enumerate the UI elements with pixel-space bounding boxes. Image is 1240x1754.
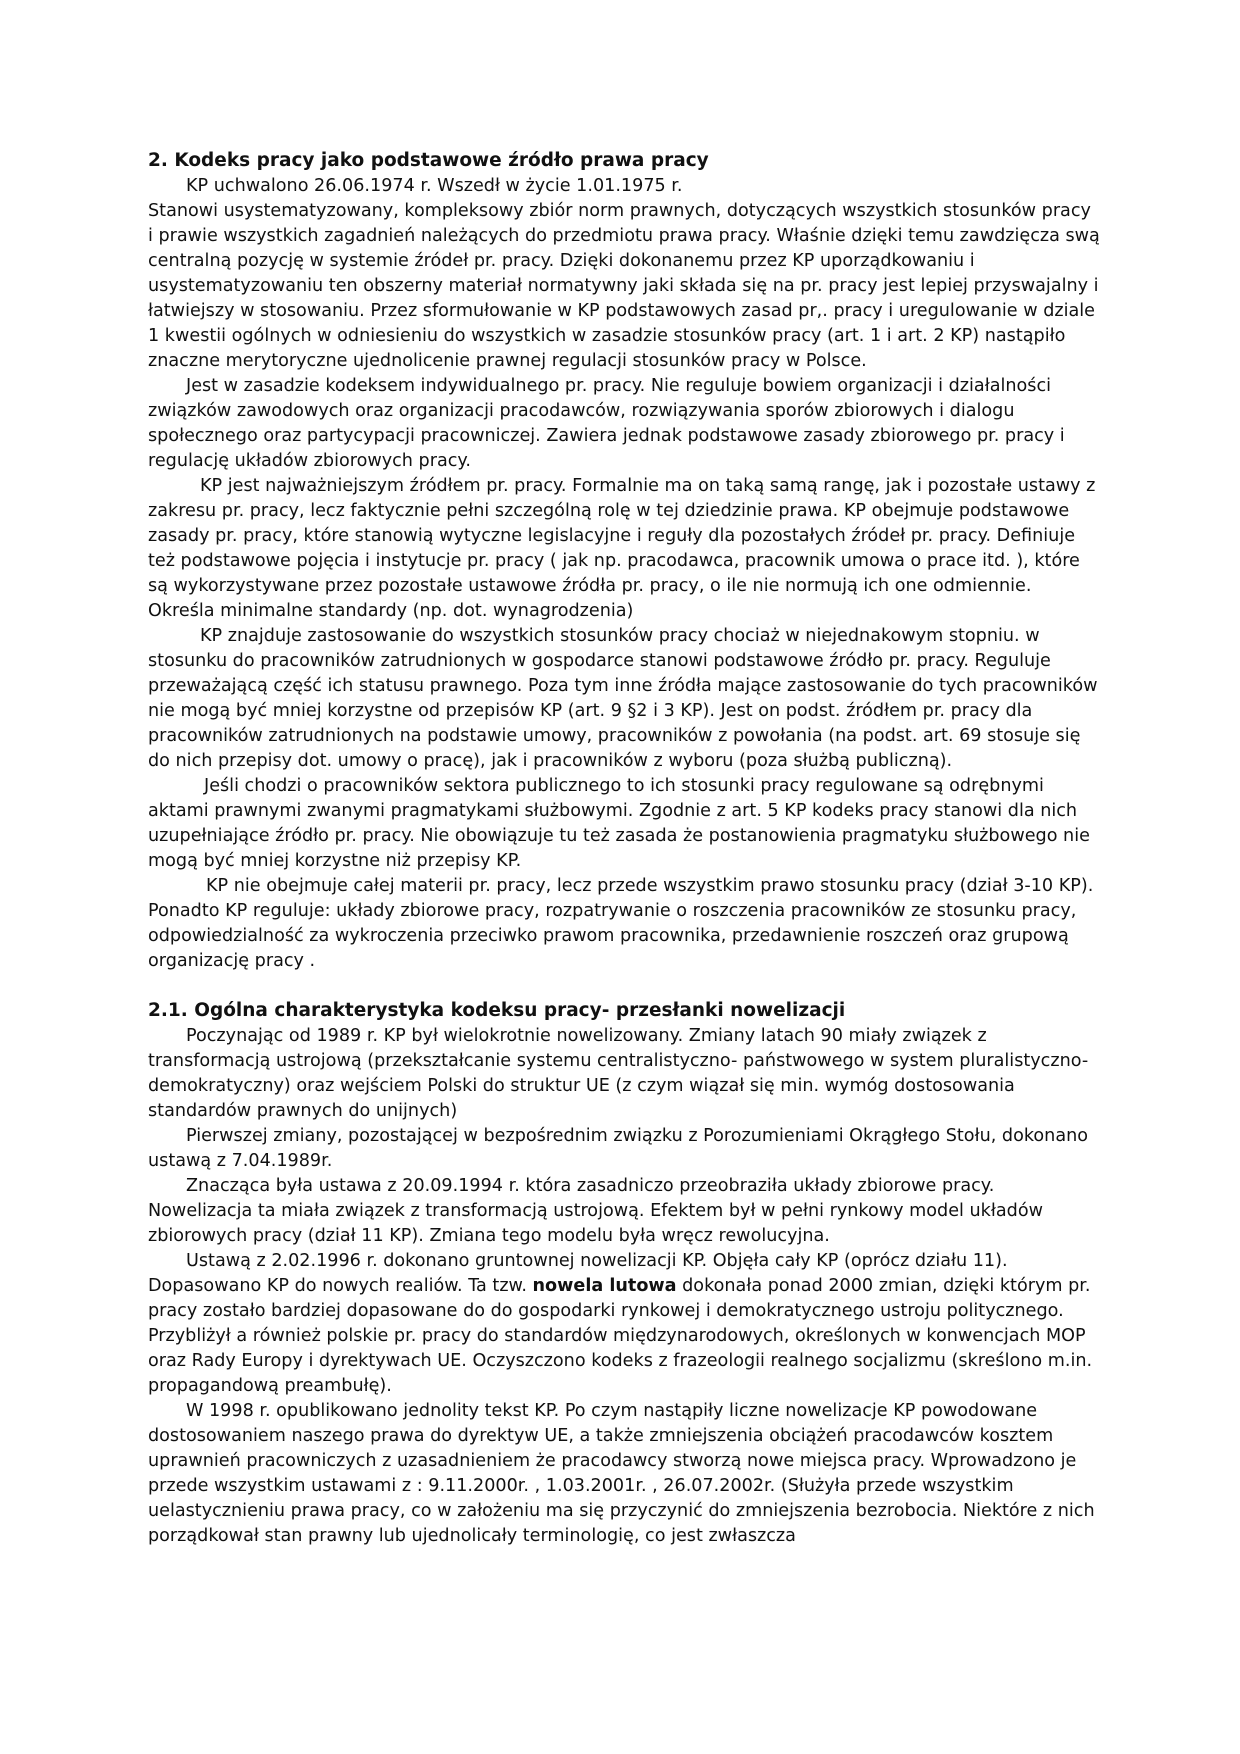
section-heading-charakterystyka: 2.1. Ogólna charakterystyka kodeksu pracy- przesłanki nowelizacji xyxy=(148,1000,846,1021)
paragraph: Znacząca była ustawa z 20.09.1994 r. która zasadniczo przeobraziła układy zbiorowe pracy. Nowelizacja ta miała związek z transformacją ustrojową. Efektem był w pełni rynkowy model układów zbiorowych pracy (dział 11 KP). Zmiana tego modelu była wręcz rewolucyjna. xyxy=(148,1176,1043,1246)
bold-term: nowela lutowa xyxy=(532,1276,677,1296)
paragraph-text: dokonała ponad 2000 zmian, dzięki którym pr. pracy zostało bardziej dopasowane do do gospodarki rynkowej i demokratycznego ustroju politycznego. Przybliżył a również polskie pr. pracy do standardów międzynarodowych, określonych w konwencjach MOP oraz Rady Europy i dyrektywach UE. Oczyszczono kodeks z frazeologii realnego socjalizmu (skreślono m.in. propagandową preambułę). xyxy=(148,1276,1093,1396)
paragraph: Pierwszej zmiany, pozostającej w bezpośrednim związku z Porozumieniami Okrągłego Stołu, dokonano ustawą z 7.04.1989r. xyxy=(148,1126,1089,1171)
section-heading-kodeks-pracy: 2. Kodeks pracy jako podstawowe źródło prawa pracy xyxy=(148,150,709,171)
paragraph: KP jest najważniejszym źródłem pr. pracy. Formalnie ma on taką samą rangę, jak i pozostałe ustawy z zakresu pr. pracy, lecz faktycznie pełni szczególną rolę w tej dziedzinie prawa. KP obejmuje podstawowe zasady pr. pracy, które stanowią wytyczne legislacyjne i reguły dla pozostałych źródeł pr. pracy. Definiuje też podstawowe pojęcia i instytucje pr. pracy ( jak np. pracodawca, pracownik umowa o prace itd. ), które są wykorzystywane przez pozostałe ustawowe źródła pr. pracy, o ile nie normują ich one odmiennie. Określa minimalne standardy (np. dot. wynagrodzenia) xyxy=(148,476,1096,621)
paragraph: Jeśli chodzi o pracowników sektora publicznego to ich stosunki pracy regulowane są odrębnymi aktami prawnymi zwanymi pragmatykami służbowymi. Zgodnie z art. 5 KP kodeks pracy stanowi dla nich uzupełniające źródło pr. pracy. Nie obowiązuje tu też zasada że postanowienia pragmatyku służbowego nie mogą być mniej korzystne niż przepisy KP. xyxy=(148,776,1090,871)
paragraph: KP znajduje zastosowanie do wszystkich stosunków pracy chociaż w niejednakowym stopniu. w stosunku do pracowników zatrudnionych w gospodarce stanowi podstawowe źródło pr. pracy. Reguluje przeważającą część ich statusu prawnego. Poza tym inne źródła mające zastosowanie do tych pracowników nie mogą być mniej korzystne od przepisów KP (art. 9 §2 i 3 KP). Jest on podst. źródłem pr. pracy dla pracowników zatrudnionych na podstawie umowy, pracowników z powołania (na podst. art. 69 stosuje się do nich przepisy dot. umowy o pracę), jak i pracowników z wyboru (poza służbą publiczną). xyxy=(148,626,1098,771)
paragraph-text: Ustawą z 2.02.1996 r. dokonano gruntownej nowelizacji KP. Objęła cały KP (oprócz działu 11). Dopasowano KP do nowych realiów. Ta tzw. xyxy=(148,1251,1008,1296)
paragraph: W 1998 r. opublikowano jednolity tekst KP. Po czym nastąpiły liczne nowelizacje KP powodowane dostosowaniem naszego prawa do dyrektyw UE, a także zmniejszenia obciążeń pracodawców kosztem uprawnień pracowniczych z uzasadnieniem że pracodawcy stworzą nowe miejsca pracy. Wprowadzono je przede wszystkim ustawami z : 9.11.2000r. , 1.03.2001r. , 26.07.2002r. (Służyła przede wszystkim uelastycznieniu prawa pracy, co w założeniu ma się przyczynić do zmniejszenia bezrobocia. Niektóre z nich porządkował stan prawny lub ujednolicały terminologię, co jest zwłaszcza xyxy=(148,1401,1095,1546)
paragraph: Stanowi usystematyzowany, kompleksowy zbiór norm prawnych, dotyczących wszystkich stosunków pracy i prawie wszystkich zagadnień należących do przedmiotu prawa pracy. Właśnie dzięki temu zawdzięcza swą centralną pozycję w systemie źródeł pr. pracy. Dzięki dokonanemu przez KP uporządkowaniu i usystematyzowaniu ten obszerny materiał normatywny jaki składa się na pr. pracy jest lepiej przyswajalny i łatwiejszy w stosowaniu. Przez sformułowanie w KP podstawowych zasad pr,. pracy i uregulowanie w dziale 1 kwestii ogólnych w odniesieniu do wszystkich w zasadzie stosunków pracy (art. 1 i art. 2 KP) nastąpiło znaczne merytoryczne ujednolicenie prawnej regulacji stosunków pracy w Polsce. xyxy=(148,201,1100,371)
paragraph: KP nie obejmuje całej materii pr. pracy, lecz przede wszystkim prawo stosunku pracy (dział 3-10 KP). Ponadto KP reguluje: układy zbiorowe pracy, rozpatrywanie o roszczenia pracowników ze stosunku pracy, odpowiedzialność za wykroczenia przeciwko prawom pracownika, przedawnienie roszczeń oraz grupową organizację pracy . xyxy=(148,876,1094,971)
paragraph xyxy=(148,1249,1100,1399)
paragraph: Jest w zasadzie kodeksem indywidualnego pr. pracy. Nie reguluje bowiem organizacji i działalności związków zawodowych oraz organizacji pracodawców, rozwiązywania sporów zbiorowych i dialogu społecznego oraz partycypacji pracowniczej. Zawiera jednak podstawowe zasady zbiorowego pr. pracy i regulację układów zbiorowych pracy. xyxy=(148,376,1065,471)
paragraph: KP uchwalono 26.06.1974 r. Wszedł w życie 1.01.1975 r. xyxy=(186,176,683,196)
paragraph: Poczynając od 1989 r. KP był wielokrotnie nowelizowany. Zmiany latach 90 miały związek z transformacją ustrojową (przekształcanie systemu centralistyczno- państwowego w system pluralistyczno-demokratyczny) oraz wejściem Polski do struktur UE (z czym wiązał się min. wymóg dostosowania standardów prawnych do unijnych) xyxy=(148,1026,1089,1121)
